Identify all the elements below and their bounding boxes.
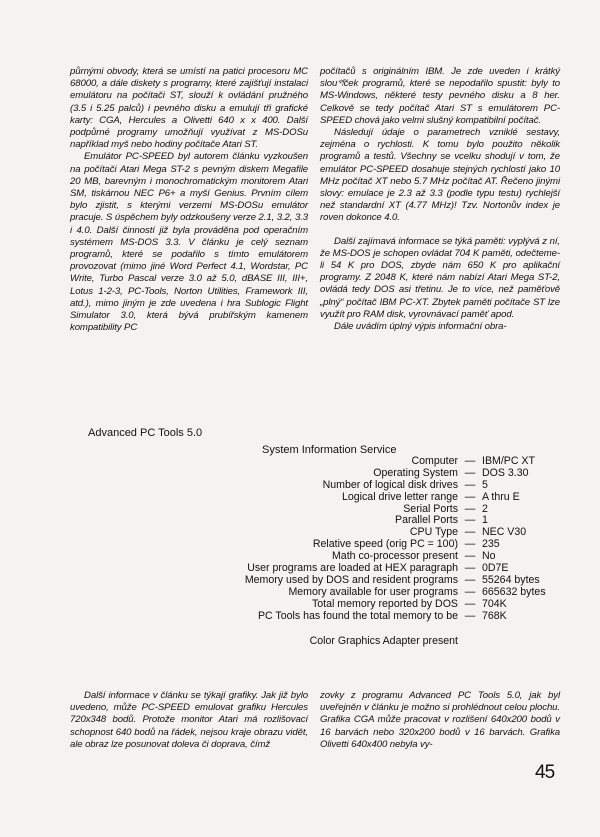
- listing-row: [140, 468, 546, 480]
- listing-row: [140, 587, 546, 599]
- row-label: Serial Ports: [403, 502, 458, 515]
- row-label: Total memory reported by DOS: [311, 597, 458, 610]
- row-dash: —: [464, 455, 476, 467]
- listing-footer-line: Color Graphics Adapter present: [309, 635, 458, 647]
- row-label: Parallel Ports: [395, 514, 458, 527]
- row-dash: —: [464, 490, 476, 503]
- row-dash: —: [464, 538, 476, 551]
- row-value: 768K: [482, 609, 507, 622]
- row-value: 55264 bytes: [482, 573, 540, 586]
- row-value: 0D7E: [482, 562, 509, 575]
- row-value: 704K: [482, 597, 507, 610]
- row-dash: —: [464, 550, 476, 563]
- row-dash: —: [464, 585, 476, 598]
- listing-row: [140, 480, 546, 492]
- row-dash: —: [464, 573, 476, 586]
- row-dash: —: [464, 514, 476, 527]
- paragraph: zovky z programu Advanced PC Tools 5.0, jak byl uveřejněn v článku je možno si prohlédnout celou plochu. Grafika CGA může pracovat v rozlišení 640x200 bodů v 16 barvách nebo 320x200 bodů v 16 barvách. Grafika Olivetti 640x400 nebyla vy-: [320, 690, 560, 750]
- paragraph: počítačů s originálním IBM. Je zde uveden i krátký slouপček programů, které se nepodařilo spustit: byly to MS-Windows, některé testy pevného disku a 8 her. Celkově se tedy počítač Atari ST s emulátorem PC-SPEED chová jako velmi slušný kompatibilní počítač.: [320, 66, 560, 126]
- system-info-listing: [140, 456, 546, 622]
- row-dash: —: [464, 478, 476, 491]
- paragraph: Emulátor PC-SPEED byl autorem článku vyzkoušen na počítači Atari Mega ST-2 s pevným diskem Megafile 20 MB, barevným i monochromatickým monitorem Atari SM, tiskárnou NEC P6+ a myší Genius. Prvním cílem bylo zjistit, s kterými verzemi MS-DOSu emulátor pracuje. S úspěchem byly odzkoušeny verze 2.1, 3.2, 3.3 i 4.0. Další činností již byla prováděna pod operačním systémem MS-DOS 3.3. V článku je celý seznam programů, které se podařilo s tímto emulátorem provozovat (mimo jiné Word Perfect 4.1, Wordstar, PC Write, Turbo Pascal verze 3.0 až 5.0, dBASE III, III+, Lotus 1-2-3, PC-Tools, Norton Utilities, Framework III, atd.), mimo jiným je zde uvedena i hra Sublogic Flight Simulator 3.0, která bývá prubířským kamenem kompatibility PC: [70, 151, 308, 334]
- listing-tool-title: Advanced PC Tools 5.0: [88, 427, 203, 439]
- row-dash: —: [464, 502, 476, 515]
- listing-row: [140, 611, 546, 623]
- row-label: Math co-processor present: [331, 550, 458, 563]
- row-value: IBM/PC XT: [482, 455, 535, 467]
- row-label: Number of logical disk drives: [322, 478, 458, 491]
- row-label: Memory available for user programs: [288, 585, 458, 598]
- row-value: 1: [482, 514, 488, 527]
- row-dash: —: [464, 609, 476, 622]
- row-dash: —: [464, 466, 476, 479]
- page-number: 45: [535, 762, 555, 783]
- listing-service-title: System Information Service: [262, 444, 397, 456]
- paragraph: Dále uvádím úplný výpis informační obra-: [334, 321, 507, 333]
- listing-row: [140, 492, 546, 504]
- article-column-bottom-left: [70, 690, 308, 751]
- row-dash: —: [464, 562, 476, 575]
- row-value: NEC V30: [482, 526, 527, 539]
- row-value: 235: [482, 538, 500, 551]
- row-value: 2: [482, 502, 488, 515]
- article-column-bottom-right: [320, 690, 560, 751]
- row-label: Memory used by DOS and resident programs: [244, 573, 458, 586]
- listing-row: [140, 575, 546, 587]
- article-column-top-left: [70, 66, 308, 334]
- row-value: 5: [482, 478, 488, 491]
- row-label: Logical drive letter range: [341, 490, 458, 503]
- row-label: Operating System: [373, 466, 458, 479]
- row-label: CPU Type: [409, 526, 458, 539]
- row-value: DOS 3.30: [482, 466, 529, 479]
- row-label: PC Tools has found the total memory to be: [257, 609, 458, 622]
- row-value: No: [482, 550, 496, 563]
- paragraph: Další informace v článku se týkají grafiky. Jak již bylo uvedeno, může PC-SPEED emulovat grafiku Hercules 720x348 bodů. Protože monitor Atari má rozlišovací schopnost 640 bodů na řádek, nejsou kraje obrazu vidět, ale obraz lze posunovat doleva či doprava, čímž: [70, 690, 308, 750]
- row-dash: —: [464, 597, 476, 610]
- listing-row: [140, 599, 546, 611]
- row-dash: —: [464, 526, 476, 539]
- row-label: Computer: [411, 455, 458, 467]
- row-value: A thru E: [482, 490, 520, 503]
- article-column-top-right: [320, 66, 560, 333]
- paragraph: Další zajímavá informace se týká paměti: vyplývá z ní, že MS-DOS je schopen ovládat 704 K paměti, odečteme-li 54 K pro DOS, zbyde nám 650 K pro aplikační programy. Z 2048 K, které nám nabízí Atari Mega ST-2, ovládá tedy DOS asi třetinu. Je to více, než paměťově „plný“ počítač IBM PC-XT. Zbytek paměti počítače ST lze využít pro RAM disk, vyrovnávací paměť apod.: [320, 235, 560, 320]
- paragraph: Následují údaje o parametrech vzniklé sestavy, zejména o rychlosti. K tomu bylo použito několik programů a testů. Všechny se vcelku shodují v tom, že emulátor PC-SPEED dosahuje stejných rychlostí jako 10 MHz počítač XT nebo 5.7 MHz počítač AT. Řečeno jinými slovy: emulace je 2.3 až 3.3 (podle typu testu) rychlejší než standardní XT (4.77 MHz)! Tzv. Nortonův index je roven dokonce 4.0.: [320, 127, 560, 224]
- row-value: 665632 bytes: [482, 585, 546, 598]
- paragraph: půrnými obvody, která se umístí na patici procesoru MC 68000, a dále diskety s programy, které zajišťují instalaci emulátoru na počítači ST, slouží k ovládání pružného (3.5 i 5.25 palců) i pevného disku a emulují tři grafické karty: CGA, Hercules a Olivetti 640 x x 400. Další podpůrné programy umožňují využívat z MS-DOSu například myš nebo hodiny počítače Atari ST.: [70, 66, 308, 151]
- row-label: Relative speed (orig PC = 100): [312, 538, 458, 551]
- row-label: User programs are loaded at HEX paragraph: [247, 562, 458, 575]
